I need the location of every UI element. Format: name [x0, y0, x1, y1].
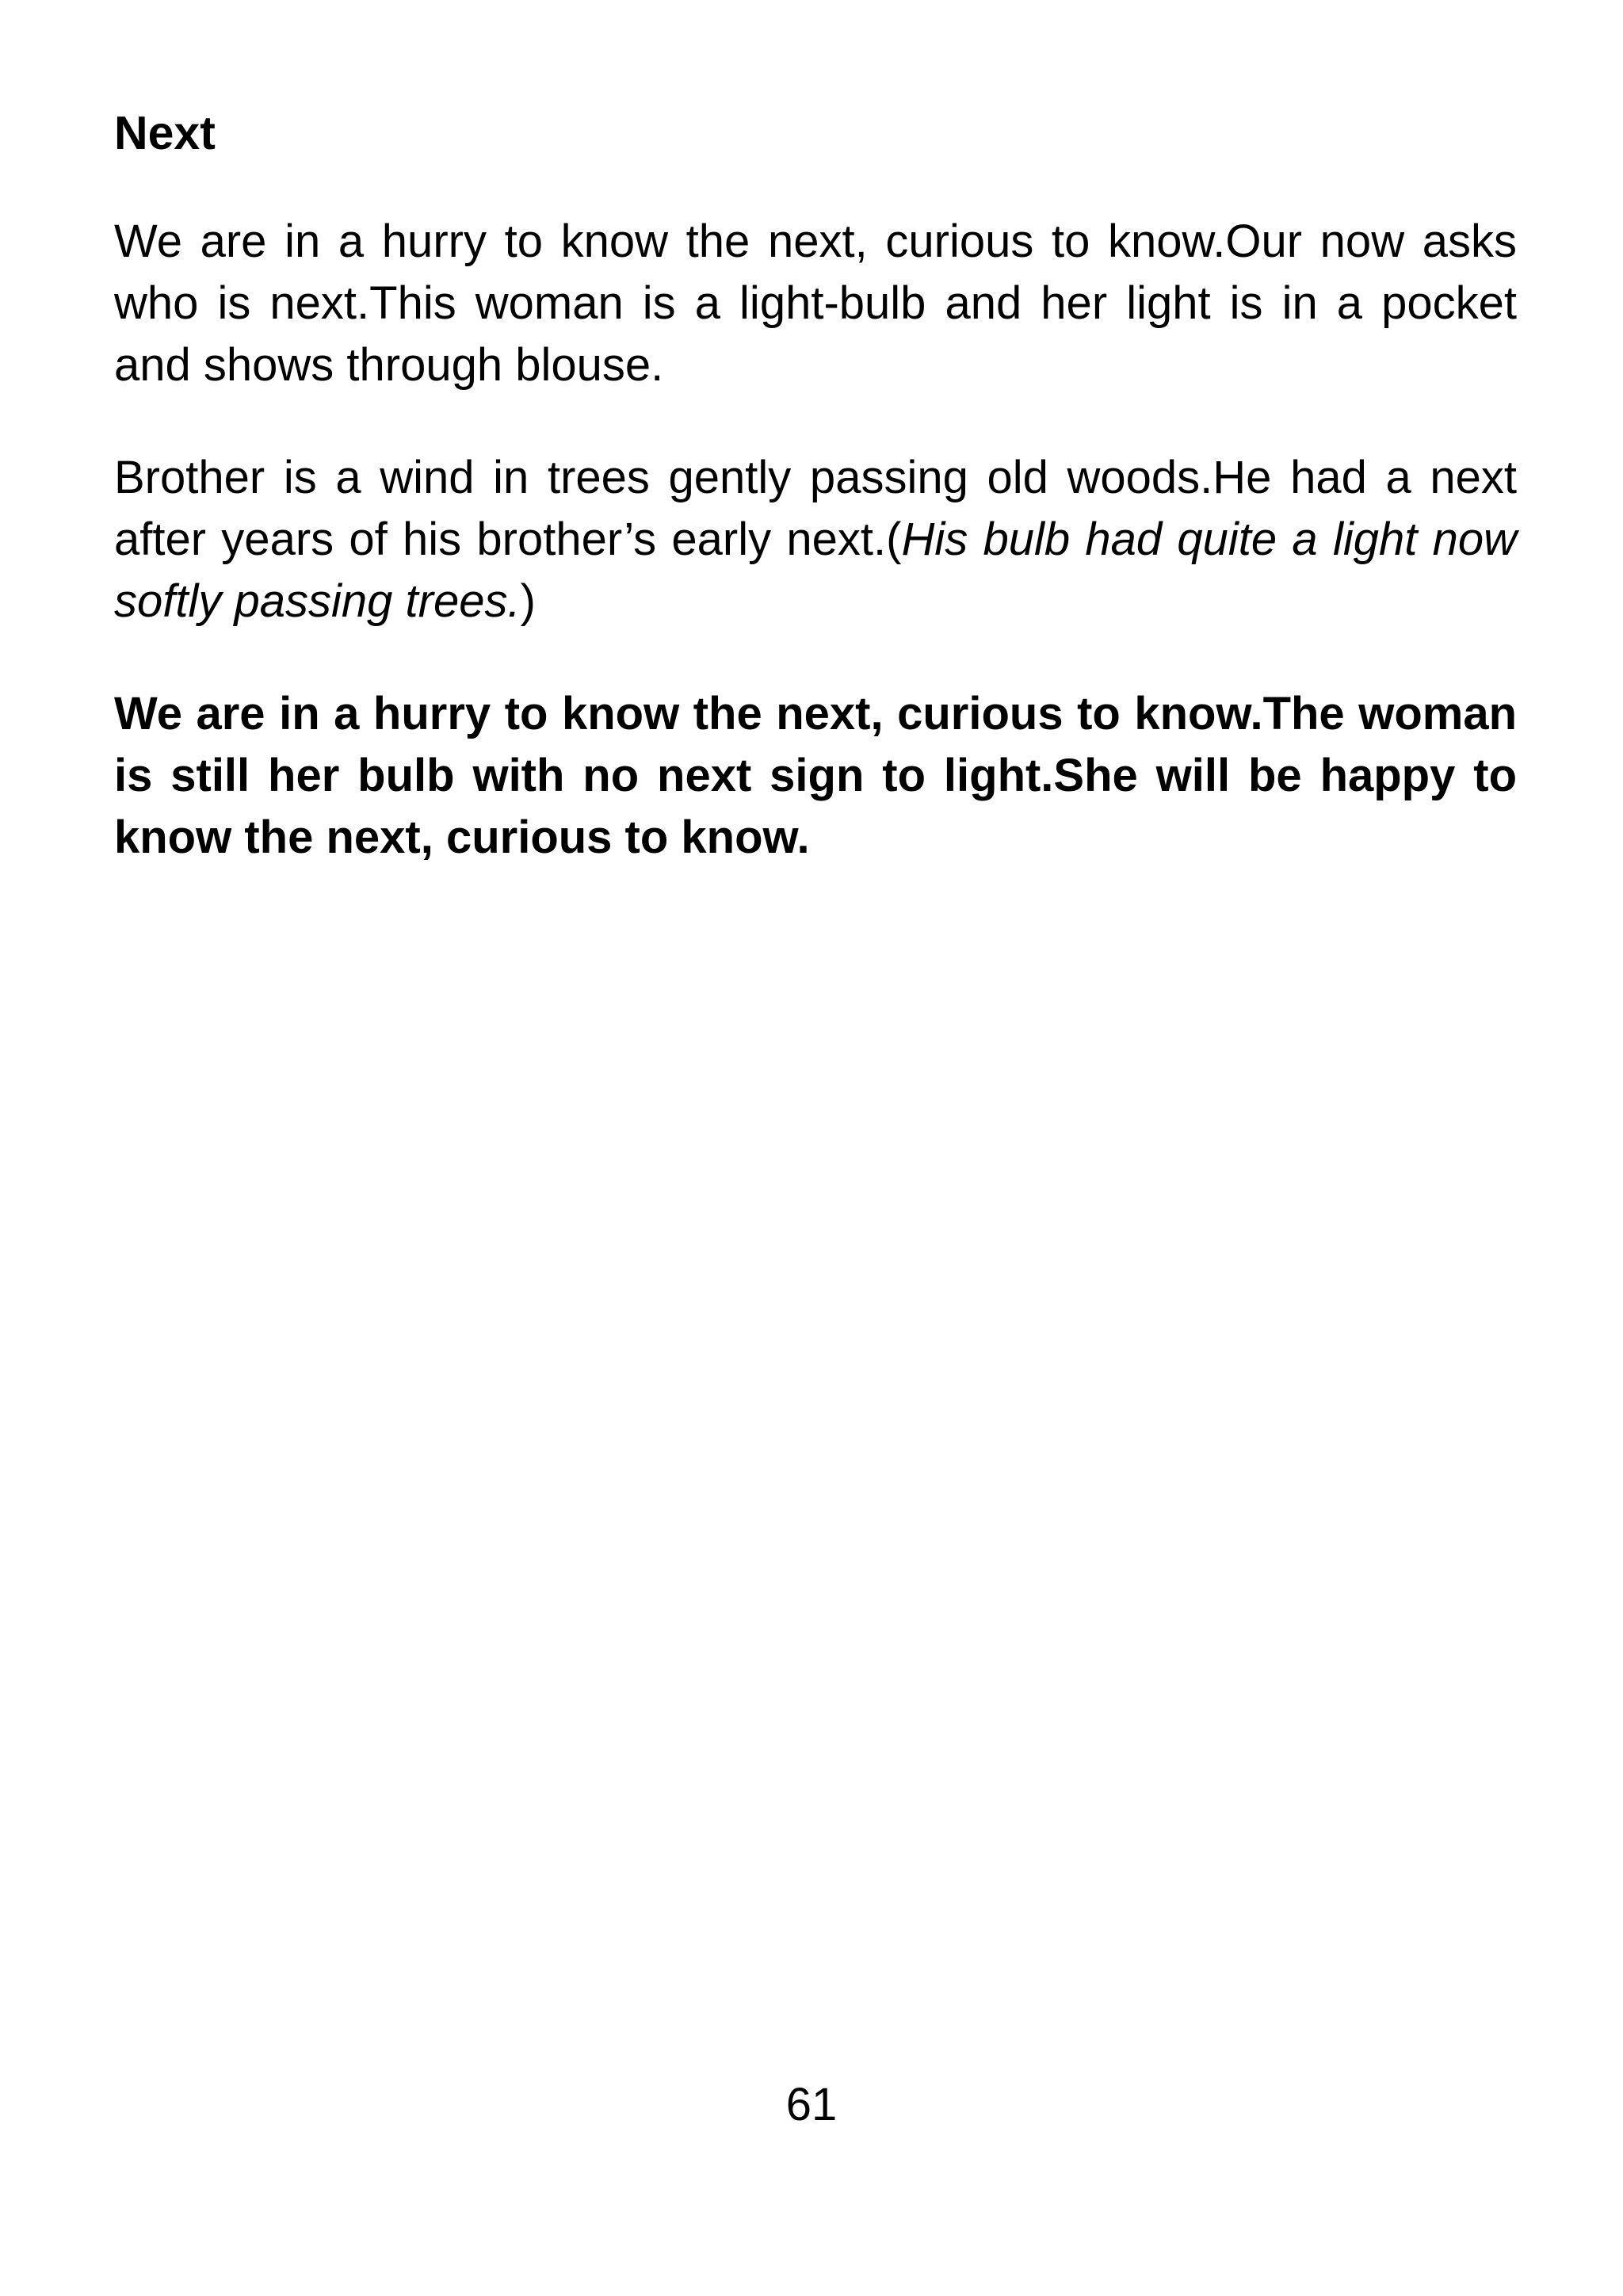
paragraph-2-tail: )	[520, 575, 536, 627]
paragraph-1: We are in a hurry to know the next, curious to know.Our now asks who is next.This woman is a light-bulb and her light is in a pocket and shows through blouse.	[114, 216, 1517, 391]
page-content	[114, 95, 1517, 869]
paragraph-2	[114, 447, 1517, 632]
section-heading: Next	[114, 107, 216, 159]
paragraph-3-bold: We are in a hurry to know the next, curious to know.The woman is still her bulb with no next sign to light.She will be happy to know the next, curious to know.	[114, 688, 1517, 863]
paragraph-2-lead: Brother is a wind in trees gently passing old woods.He had a next after years of his brother’s early next.(	[114, 452, 1517, 565]
paragraph-2-italic: His bulb had quite a light now softly passing trees.	[114, 514, 1517, 627]
page-number: 61	[785, 2079, 838, 2130]
